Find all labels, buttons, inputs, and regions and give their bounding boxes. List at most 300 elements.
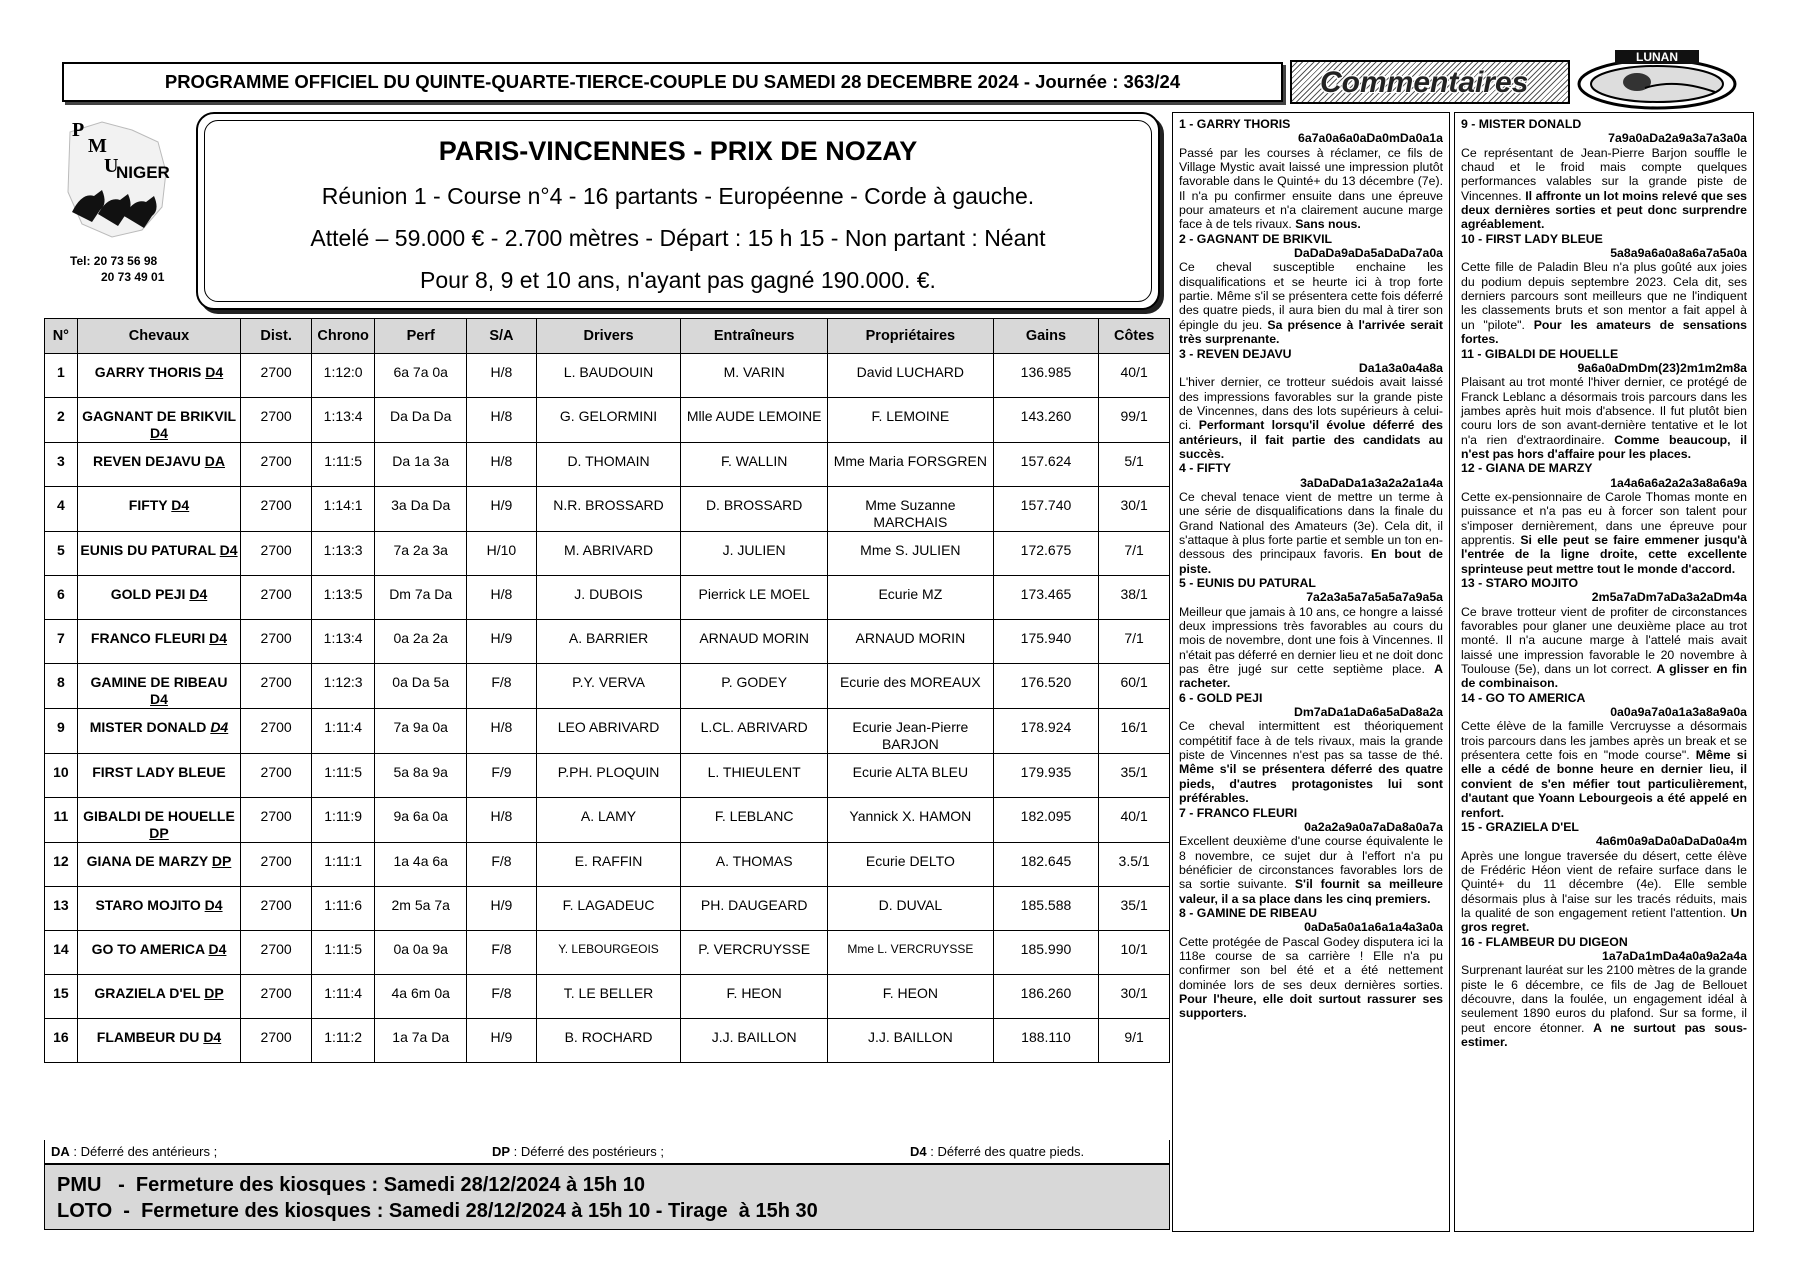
cell-cote: 35/1 [1099, 887, 1170, 931]
cell-cote: 60/1 [1099, 664, 1170, 709]
comment-verdict: Un gros regret. [1461, 905, 1748, 935]
comment-horse-heading: 11 - GIBALDI DE HOUELLE [1461, 346, 1619, 361]
cell-driver: E. RAFFIN [536, 843, 681, 887]
cell-trainer: F. HEON [681, 975, 828, 1019]
comment-form-code: 6a7a0a6a0aDa0mDa0a1a [1298, 131, 1443, 146]
race-info-box [196, 112, 1160, 310]
comment-verdict: A racheter. [1179, 662, 1443, 691]
cell-sa: H/8 [467, 354, 537, 398]
lunan-logo-text: LUNAN [1636, 50, 1678, 64]
runner-row [45, 709, 1170, 754]
cell-gains: 185.588 [993, 887, 1099, 931]
cell-cote: 9/1 [1099, 1019, 1170, 1063]
comment-text [1179, 375, 1443, 461]
cell-owner: D. DUVAL [828, 887, 994, 931]
shoeing-tag: DP [204, 985, 224, 1001]
comment-verdict: Comme beaucoup, il n'est pas hors d'affaire pour les places. [1461, 432, 1747, 461]
comment-text [1461, 375, 1747, 461]
horse-name: GARRY THORIS [94, 364, 202, 380]
cell-n: 11 [45, 798, 78, 843]
comment-form-code: Dm7aDa1aDa6a5aDa8a2a [1293, 705, 1443, 720]
runner-row [45, 443, 1170, 487]
cell-horse [77, 576, 241, 620]
comment-horse-heading: 9 - MISTER DONALD [1461, 117, 1582, 131]
comment-horse-heading: 16 - FLAMBEUR DU DIGEON [1461, 934, 1628, 949]
runner-row [45, 975, 1170, 1019]
cell-owner: David LUCHARD [828, 354, 994, 398]
pmu-closing: PMU - Fermeture des kiosques : Samedi 28/12/2024 à 15h 10 [57, 1174, 646, 1196]
cell-dist: 2700 [241, 443, 312, 487]
cell-cote: 30/1 [1099, 975, 1170, 1019]
cell-horse [77, 532, 241, 576]
cell-driver: N.R. BROSSARD [536, 487, 681, 532]
cell-trainer: ARNAUD MORIN [681, 620, 828, 664]
column-header: Côtes [1099, 319, 1170, 354]
comment-text [1179, 490, 1443, 576]
comment-verdict: A ne surtout pas sous-estimer. [1461, 1020, 1748, 1049]
cell-owner: ARNAUD MORIN [828, 620, 994, 664]
shoeing-tag: D4 [150, 425, 168, 441]
cell-gains: 182.095 [993, 798, 1099, 843]
cell-perf: Da 1a 3a [375, 443, 467, 487]
runner-row [45, 576, 1170, 620]
column-header: Propriétaires [828, 319, 994, 354]
cell-cote: 40/1 [1099, 798, 1170, 843]
comment-entry [1179, 906, 1443, 1021]
cell-sa: H/9 [467, 887, 537, 931]
comments-column-1 [1172, 112, 1450, 1232]
comment-form-code: 7a2a3a5a7a5a5a7a9a5a [1306, 590, 1443, 605]
logo-letter-m: M [88, 135, 107, 157]
cell-chrono: 1:11:5 [311, 754, 374, 798]
cell-trainer: P. VERCRUYSSE [681, 931, 828, 975]
cell-trainer: PH. DAUGEARD [681, 887, 828, 931]
comment-text [1461, 849, 1747, 935]
comment-horse-heading: 4 - FIFTY [1179, 461, 1231, 476]
comment-horse-heading: 10 - FIRST LADY BLEUE [1461, 231, 1603, 246]
comment-entry [1179, 117, 1443, 232]
comment-text [1179, 605, 1443, 691]
cell-cote: 30/1 [1099, 487, 1170, 532]
race-details-line-1: Réunion 1 - Course n°4 - 16 partants - Européenne - Corde à gauche. [321, 183, 1035, 209]
cell-gains: 188.110 [993, 1019, 1099, 1063]
cell-n: 9 [45, 709, 78, 754]
column-header: N° [45, 319, 78, 354]
cell-n: 13 [45, 887, 78, 931]
shoeing-tag: D4 [204, 897, 223, 913]
cell-sa: H/10 [467, 532, 537, 576]
cell-owner: Ecurie MZ [828, 576, 994, 620]
cell-trainer: L. THIEULENT [681, 754, 828, 798]
comment-body: Cette fille de Paladin Bleu n'a plus goûté aux joies du podium depuis septembre 2023. Cela dit, ses derniers parcours sont meilleurs que ne l'indiquent les classements bruts et son mentor a fait appel à un "pilote". [1461, 260, 1747, 332]
comment-entry [1461, 691, 1747, 820]
comment-body: Ce cheval intermittent est théoriquement compétitif face à de tels rivaux, mais la grande piste de Vincennes n'est pas sa tasse de thé. [1179, 719, 1443, 763]
cell-horse [77, 620, 241, 664]
legend-dp-text: : Déferré des postérieurs ; [510, 1144, 664, 1159]
cell-perf: 2m 5a 7a [375, 887, 467, 931]
cell-driver: A. BARRIER [536, 620, 681, 664]
comment-text [1461, 146, 1747, 232]
cell-dist: 2700 [241, 709, 312, 754]
cell-sa: H/8 [467, 576, 537, 620]
cell-perf: 7a 2a 3a [375, 532, 467, 576]
cell-dist: 2700 [241, 664, 312, 709]
cell-trainer: Mlle AUDE LEMOINE [681, 398, 828, 443]
comment-body: Excellent deuxième d'une course équivalente le 8 novembre, ce sujet dur à l'effort n'a pu bénéficier de circonstances favorables lors de sa sortie suivante. [1179, 834, 1443, 892]
cell-chrono: 1:11:5 [311, 931, 374, 975]
cell-driver: T. LE BELLER [536, 975, 681, 1019]
shoeing-tag: D4 [208, 941, 227, 957]
shoeing-tag: D4 [150, 691, 168, 707]
cell-cote: 40/1 [1099, 354, 1170, 398]
column-header: Gains [993, 319, 1099, 354]
comment-form-code: DaDaDa9aDa5aDaDa7a0a [1293, 246, 1443, 261]
comment-verdict: Pour l'heure, elle doit surtout rassurer ses supporters. [1179, 991, 1443, 1021]
horse-name: FLAMBEUR DU [96, 1029, 200, 1045]
comment-body: Ce représentant de Jean-Pierre Barjon souffle le chaud et le froid mais compte quelques performances valables sur la grande piste de Vincennes. [1461, 145, 1747, 203]
comment-text [1179, 935, 1443, 1021]
comment-body: Cette ex-pensionnaire de Carole Thomas monte en puissance et n'a pas eu à forcer son talent pour s'imposer dernièrement, dans une épreuve pour apprentis. [1461, 489, 1747, 547]
comment-text [1179, 719, 1443, 805]
comment-verdict: S'il fournit sa meilleure valeur, il a sa place dans les cinq premiers. [1179, 877, 1443, 906]
cell-n: 16 [45, 1019, 78, 1063]
comment-body: Plaisant au trot monté l'hiver dernier, ce protégé de Franck Leblanc a désormais trois parcours dans les jambes après huit mois d'absence. Il fut plutôt bien couru lors de son avant-dernière tentative et le lot n'a rien d'extraordinaire. [1461, 375, 1747, 447]
comment-entry [1461, 232, 1747, 347]
cell-dist: 2700 [241, 620, 312, 664]
cell-perf: 5a 8a 9a [375, 754, 467, 798]
cell-chrono: 1:14:1 [311, 487, 374, 532]
cell-driver: A. LAMY [536, 798, 681, 843]
cell-gains: 172.675 [993, 532, 1099, 576]
cell-cote: 16/1 [1099, 709, 1170, 754]
cell-horse [77, 354, 241, 398]
loto-closing: LOTO - Fermeture des kiosques : Samedi 28/12/2024 à 15h 10 - Tirage à 15h 30 [57, 1200, 818, 1222]
cell-chrono: 1:11:4 [311, 975, 374, 1019]
cell-cote: 10/1 [1099, 931, 1170, 975]
cell-n: 14 [45, 931, 78, 975]
comment-text [1179, 834, 1443, 906]
phone-line-2: 20 73 49 01 [101, 270, 165, 284]
commentaires-label: Commentaires [1320, 66, 1529, 99]
cell-perf: 0a Da 5a [375, 664, 467, 709]
horse-name: GIANA DE MARZY [86, 853, 208, 869]
cell-chrono: 1:13:4 [311, 398, 374, 443]
cell-n: 6 [45, 576, 78, 620]
comment-text [1179, 146, 1443, 232]
cell-horse [77, 798, 241, 843]
cell-perf: 1a 7a Da [375, 1019, 467, 1063]
cell-chrono: 1:11:9 [311, 798, 374, 843]
cell-chrono: 1:12:0 [311, 354, 374, 398]
shoeing-tag: D4 [205, 364, 224, 380]
cell-sa: H/9 [467, 620, 537, 664]
cell-dist: 2700 [241, 975, 312, 1019]
cell-chrono: 1:11:5 [311, 443, 374, 487]
cell-horse [77, 664, 241, 709]
cell-dist: 2700 [241, 576, 312, 620]
comment-horse-heading: 14 - GO TO AMERICA [1461, 690, 1586, 705]
cell-cote: 38/1 [1099, 576, 1170, 620]
comment-form-code: 0a2a2a9a0a7aDa8a0a7a [1304, 819, 1443, 834]
comment-form-code: 3aDaDaDa1a3a2a2a1a4a [1300, 475, 1443, 490]
cell-perf: 4a 6m 0a [375, 975, 467, 1019]
cell-chrono: 1:13:3 [311, 532, 374, 576]
race-details-line-2: Attelé – 59.000 € - 2.700 mètres - Départ : 15 h 15 - Non partant : Néant [310, 225, 1046, 251]
cell-dist: 2700 [241, 1019, 312, 1063]
cell-dist: 2700 [241, 843, 312, 887]
table-header-row [45, 319, 1170, 354]
cell-dist: 2700 [241, 532, 312, 576]
cell-owner: Mme S. JULIEN [828, 532, 994, 576]
comment-form-code: 9a6a0aDmDm(23)2m1m2m8a [1577, 360, 1747, 375]
column-header: Entraîneurs [681, 319, 828, 354]
cell-sa: F/8 [467, 843, 537, 887]
horse-name: GRAZIELA D'EL [94, 985, 201, 1001]
cell-gains: 157.624 [993, 443, 1099, 487]
comment-horse-heading: 15 - GRAZIELA D'EL [1461, 819, 1579, 834]
legend-d4-key: D4 [910, 1144, 927, 1159]
comment-verdict: Sa présence à l'arrivée serait très surprenante. [1179, 317, 1444, 347]
runner-row [45, 887, 1170, 931]
cell-cote: 35/1 [1099, 754, 1170, 798]
horse-name: GO TO AMERICA [91, 941, 205, 957]
cell-cote: 5/1 [1099, 443, 1170, 487]
cell-owner: Mme Suzanne MARCHAIS [828, 487, 994, 532]
runner-row [45, 354, 1170, 398]
comment-horse-heading: 2 - GAGNANT DE BRIKVIL [1179, 231, 1333, 246]
cell-driver: LEO ABRIVARD [536, 709, 681, 754]
comment-body: Meilleur que jamais à 10 ans, ce hongre a laissé deux impressions très favorables au cours du mois de novembre, dont une fois à Vincennes. Il n'était pas déferré en dernier lieu et ne doit donc pas être jugé sur cette septième place. [1179, 604, 1443, 677]
cell-trainer: L.CL. ABRIVARD [681, 709, 828, 754]
runner-row [45, 798, 1170, 843]
cell-trainer: A. THOMAS [681, 843, 828, 887]
logo-letter-u: U [104, 155, 119, 177]
column-header: Perf [375, 319, 467, 354]
comment-entry [1179, 232, 1443, 347]
comment-entry [1179, 576, 1443, 691]
shoeing-tag: D4 [210, 719, 229, 735]
cell-trainer: Pierrick LE MOEL [681, 576, 828, 620]
cell-gains: 136.985 [993, 354, 1099, 398]
race-details-line-3: Pour 8, 9 et 10 ans, n'ayant pas gagné 190.000. €. [420, 267, 936, 293]
horse-name: GAGNANT DE BRIKVIL [82, 408, 236, 424]
cell-horse [77, 709, 241, 754]
cell-n: 7 [45, 620, 78, 664]
cell-horse [77, 975, 241, 1019]
horse-name: REVEN DEJAVU [92, 453, 201, 469]
column-header: Chrono [311, 319, 374, 354]
comment-verdict: Si elle peut se faire emmener jusqu'à l'entrée de la ligne droite, cette excellente sprinteuse peut mettre tout le monde d'accord. [1461, 532, 1747, 576]
cell-cote: 7/1 [1099, 532, 1170, 576]
cell-gains: 178.924 [993, 709, 1099, 754]
column-header: Drivers [536, 319, 681, 354]
comment-verdict: Il affronte un lot moins relevé que ses deux dernières sorties et peut donc surprendre agréablement. [1461, 188, 1747, 232]
cell-gains: 175.940 [993, 620, 1099, 664]
cell-perf: 3a Da Da [375, 487, 467, 532]
runner-row [45, 664, 1170, 709]
comment-verdict: Pour les amateurs de sensations fortes. [1461, 317, 1748, 347]
comment-text [1179, 260, 1443, 346]
comment-horse-heading: 7 - FRANCO FLEURI [1179, 805, 1298, 820]
comment-horse-heading: 6 - GOLD PEJI [1179, 690, 1263, 705]
comment-form-code: 0a0a9a7a0a1a3a8a9a0a [1610, 705, 1747, 720]
comment-horse-heading: 13 - STARO MOJITO [1461, 576, 1579, 590]
comment-verdict: Même si elle a cédé de bonne heure en dernier lieu, il convient de s'en méfier tout particulièrement, d'autant que Yoann Lebourgeois a été appelé en renfort. [1461, 748, 1748, 820]
comment-entry [1179, 461, 1443, 576]
cell-dist: 2700 [241, 398, 312, 443]
cell-trainer: J. JULIEN [681, 532, 828, 576]
comment-entry [1179, 347, 1443, 462]
comment-body: Surprenant lauréat sur les 2100 mètres de la grande piste le 6 décembre, ce fils de Jag de Bellouet découvre, dans la foulée, un engagement idéal à seulement 1890 euros du plafond. Sur sa forme, il peut encore étonner. [1461, 963, 1747, 1035]
comment-form-code: Da1a3a0a4a8a [1358, 360, 1443, 375]
cell-owner: Yannick X. HAMON [828, 798, 994, 843]
comment-form-code: 2m5a7aDm7aDa3a2aDm4a [1591, 590, 1747, 605]
runner-row [45, 532, 1170, 576]
comment-text [1461, 605, 1747, 691]
cell-sa: H/9 [467, 487, 537, 532]
horse-name: EUNIS DU PATURAL [80, 542, 216, 558]
cell-chrono: 1:13:4 [311, 620, 374, 664]
cell-perf: 1a 4a 6a [375, 843, 467, 887]
cell-horse [77, 487, 241, 532]
cell-trainer: J.J. BAILLON [681, 1019, 828, 1063]
cell-perf: Dm 7a Da [375, 576, 467, 620]
cell-horse [77, 754, 241, 798]
cell-cote: 99/1 [1099, 398, 1170, 443]
shoeing-tag: DA [204, 453, 225, 469]
cell-chrono: 1:11:6 [311, 887, 374, 931]
logo-letter-p: P [72, 119, 85, 141]
cell-sa: H/8 [467, 443, 537, 487]
cell-n: 15 [45, 975, 78, 1019]
cell-gains: 186.260 [993, 975, 1099, 1019]
shoeing-tag: DP [211, 853, 232, 869]
cell-dist: 2700 [241, 931, 312, 975]
pmu-niger-logo [62, 112, 174, 247]
cell-dist: 2700 [241, 798, 312, 843]
cell-gains: 173.465 [993, 576, 1099, 620]
cell-perf: 0a 0a 9a [375, 931, 467, 975]
cell-chrono: 1:13:5 [311, 576, 374, 620]
cell-horse [77, 1019, 241, 1063]
cell-owner: Mme Maria FORSGREN [828, 443, 994, 487]
cell-sa: F/9 [467, 754, 537, 798]
cell-driver: B. ROCHARD [536, 1019, 681, 1063]
shoeing-legend [44, 1140, 1170, 1164]
legend-da [51, 1144, 217, 1159]
comment-entry [1461, 820, 1747, 935]
cell-trainer: F. LEBLANC [681, 798, 828, 843]
legend-da-text: : Déferré des antérieurs ; [69, 1144, 218, 1159]
comment-body: Ce cheval susceptible enchaine les disqualifications et se heurte ici à trop forte partie. Même s'il se présentera cette fois déferré des quatre pieds, il aura bien du mal à tirer son épingle du jeu. [1179, 260, 1443, 332]
comments-column-2 [1454, 112, 1754, 1232]
cell-gains: 176.520 [993, 664, 1099, 709]
comment-text [1461, 963, 1747, 1049]
cell-driver: Y. LEBOURGEOIS [536, 931, 681, 975]
cell-gains: 143.260 [993, 398, 1099, 443]
cell-sa: F/8 [467, 931, 537, 975]
cell-n: 2 [45, 398, 78, 443]
shoeing-tag: DP [149, 825, 169, 841]
table-body [45, 354, 1170, 1063]
comment-body: Après une longue traversée du désert, cette élève de Frédéric Héon vient de refaire surface dans le Quinté+ du 11 décembre (4e). Elle semble désormais plus à l'aise sur les tracés réduits, mais la qualité de son engagement retient l'attention. [1461, 848, 1747, 920]
cell-driver: M. ABRIVARD [536, 532, 681, 576]
horse-name: GOLD PEJI [110, 586, 186, 602]
cell-n: 10 [45, 754, 78, 798]
cell-horse [77, 398, 241, 443]
comment-body: Ce brave trotteur vient de profiter de circonstances favorables pour glaner une deuxième place au trot monté. Il n'a aucune marge à l'attelé mais avait laissé une impression favorable le 20 novembre à Toulouse (5e), dans un lot correct. [1461, 604, 1747, 677]
horse-name: FIRST LADY BLEUE [92, 764, 226, 780]
cell-driver: P.PH. PLOQUIN [536, 754, 681, 798]
comment-form-code: 7a9a0aDa2a9a3a7a3a0a [1608, 131, 1747, 146]
phone-line-1: Tel: 20 73 56 98 [70, 254, 158, 268]
horse-name: STARO MOJITO [95, 897, 201, 913]
cell-sa: H/8 [467, 709, 537, 754]
cell-driver: P.Y. VERVA [536, 664, 681, 709]
comment-form-code: 1a7aDa1mDa4a0a9a2a4a [1602, 948, 1747, 963]
cell-owner: Mme L. VERCRUYSSE [828, 931, 994, 975]
commentaires-header [1290, 60, 1570, 104]
cell-owner: Ecurie DELTO [828, 843, 994, 887]
comment-entry [1461, 461, 1747, 576]
cell-n: 1 [45, 354, 78, 398]
cell-dist: 2700 [241, 754, 312, 798]
cell-n: 3 [45, 443, 78, 487]
column-header: Chevaux [77, 319, 241, 354]
runners-table-wrapper [44, 318, 1170, 1063]
horse-name: MISTER DONALD [89, 719, 207, 735]
cell-gains: 157.740 [993, 487, 1099, 532]
cell-owner: Ecurie Jean-Pierre BARJON [828, 709, 994, 754]
comment-body: Ce cheval tenace vient de mettre un terme à une série de disqualifications dans la finale du Grand National des Amateurs (3e). Cela dit, il s'attaque à plus forte partie et semble un ton en-dessous des principaux favoris. [1179, 489, 1443, 562]
cell-chrono: 1:11:4 [311, 709, 374, 754]
cell-dist: 2700 [241, 354, 312, 398]
cell-owner: F. LEMOINE [828, 398, 994, 443]
comment-body: Passé par les courses à réclamer, ce fils de Village Mystic avait laissé une impression plutôt favorable dans le Quinté+ du 13 décembre (7e). Il n'a pu confirmer ensuite dans une épreuve pour amateurs et n'a clairement aucune marge face à de tels rivaux. [1179, 145, 1443, 232]
comment-entry [1461, 347, 1747, 462]
cell-owner: Ecurie ALTA BLEU [828, 754, 994, 798]
comment-entry [1461, 117, 1747, 232]
contact-phones [70, 253, 164, 285]
legend-d4 [910, 1144, 1084, 1159]
cell-chrono: 1:11:2 [311, 1019, 374, 1063]
column-header: S/A [467, 319, 537, 354]
comment-text [1461, 719, 1747, 819]
cell-n: 12 [45, 843, 78, 887]
cell-trainer: P. GODEY [681, 664, 828, 709]
comment-verdict: A glisser en fin de combinaison. [1461, 662, 1748, 691]
comment-form-code: 4a6m0a9aDa0aDaDa0a4m [1595, 834, 1747, 849]
shoeing-tag: D4 [219, 542, 238, 558]
shoeing-tag: D4 [203, 1029, 222, 1045]
comment-verdict: Performant lorsqu'il évolue déferré des antérieurs, il fait partie des candidats au succès. [1179, 418, 1444, 461]
cell-driver: G. GELORMINI [536, 398, 681, 443]
cell-owner: Ecurie des MOREAUX [828, 664, 994, 709]
cell-trainer: D. BROSSARD [681, 487, 828, 532]
comment-text [1461, 260, 1747, 346]
comment-body: Cette protégée de Pascal Godey disputera ici la 118e course de sa carrière ! Elle n'a pu confirmer son bel été et a été nettement dominée lors de ses deux dernières sorties. [1179, 934, 1443, 992]
legend-d4-text: : Déferré des quatre pieds. [926, 1144, 1085, 1159]
runner-row [45, 620, 1170, 664]
cell-trainer: M. VARIN [681, 354, 828, 398]
cell-gains: 182.645 [993, 843, 1099, 887]
comment-form-code: 1a4a6a6a2a2a3a8a6a9a [1610, 475, 1747, 490]
cell-perf: 6a 7a 0a [375, 354, 467, 398]
cell-trainer: F. WALLIN [681, 443, 828, 487]
legend-da-key: DA [51, 1144, 70, 1159]
comment-body: Cette élève de la famille Vercruysse a désormais trois parcours dans les jambes après un break et se présentera cette fois en "mode course". [1461, 719, 1747, 763]
legend-dp [492, 1144, 664, 1159]
